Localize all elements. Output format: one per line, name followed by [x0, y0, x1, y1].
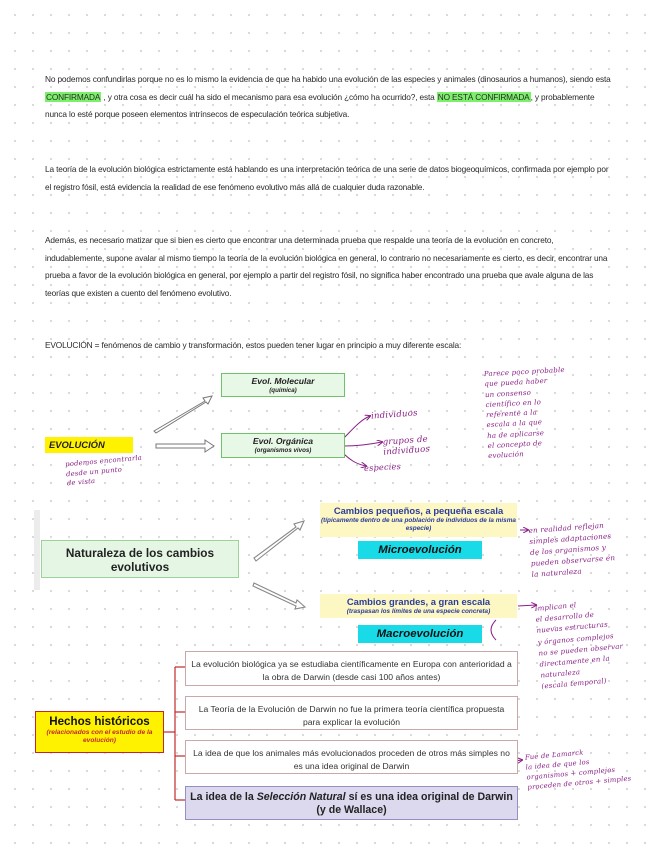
- p1-text-1: No podemos confundirlas porque no es lo mismo la evidencia de que ha habido una evolución de las especies y animales (dinosaurios a humanos), siendo esta: [45, 74, 611, 84]
- arrow-to-small-changes: [254, 521, 304, 561]
- p2-text: La teoría de la evolución biológica estrictamente está hablando es una interpretación teórica de una serie de datos biogeoquímicos, confirmada por ejemplo por el registro fósil, está evidencia la realidad de ese fenómeno evolutivo más allá de cualquier duda razonable.: [45, 164, 609, 192]
- evol-molecular-title: Evol. Molecular: [251, 376, 315, 386]
- highlight-confirmada: CONFIRMADA: [46, 91, 101, 102]
- small-changes-sub: (típicamente dentro de una población de individuos de la misma especie): [321, 517, 516, 532]
- note-individuos: individuos: [370, 408, 419, 422]
- fact-europa: [185, 651, 518, 686]
- evol-molecular-box: [221, 373, 345, 397]
- evol-organica-title: Evol. Orgánica: [252, 436, 314, 446]
- naturaleza-box: [41, 540, 239, 578]
- note-adaptaciones: en realidad reflejan simples adaptaciones de los organismos y pueden observarse en la naturaleza: [528, 520, 616, 579]
- microevolucion-box: [358, 541, 482, 559]
- fact-seleccion-b: Selección Natural: [256, 791, 346, 803]
- evol-organica-box: [221, 433, 345, 458]
- macroevolucion-label: Macroevolución: [376, 628, 464, 640]
- p1-text-3: , y probablemente nunca lo esté porque poseen elementos intrínsecos de especulación teórica subjetiva.: [45, 91, 595, 120]
- fact-no-primera: [185, 696, 518, 730]
- note-especies: especies: [363, 461, 402, 473]
- fact-seleccion-natural: [185, 786, 518, 820]
- evolucion-label: [45, 437, 133, 453]
- hechos-bracket: [164, 667, 186, 800]
- large-changes-title: Cambios grandes, a gran escala: [346, 596, 491, 607]
- note-consenso: Parece poco probable que pueda haber un consenso científico en lo referente a la escala a la que ha de aplicarse el concepto de evolución: [483, 365, 565, 461]
- small-changes-box: [320, 503, 517, 537]
- fact-europa-text: La evolución biológica ya se estudiaba científicamente en Europa con anterioridad a la obra de Darwin (desde casi 100 años antes): [191, 659, 512, 682]
- note-lamarck: Fue de Lamarck la idea de que los organismos + complejos proceden de otros + simples: [524, 748, 632, 792]
- evol-organica-sub: (organismos vivos): [254, 447, 312, 454]
- macroevolucion-box: [358, 625, 482, 643]
- fact-no-primera-text: La Teoría de la Evolución de Darwin no fue la primera teoría científica propuesta para explicar la evolución: [198, 704, 505, 727]
- note-punto-de-vista: podemos encontrarla desde un punto de vista: [64, 453, 143, 488]
- highlight-no-confirmada: NO ESTÁ CONFIRMADA: [437, 91, 530, 102]
- hechos-title: Hechos históricos: [49, 715, 150, 728]
- arrow-to-large-changes: [253, 583, 305, 609]
- microevolucion-label: Microevolución: [378, 544, 462, 556]
- hechos-box: [35, 711, 164, 753]
- p4-text: EVOLUCIÓN = fenómenos de cambio y transformación, estos pueden tener lugar en principio a muy diferente escala:: [45, 340, 462, 350]
- fact-no-original-text: La idea de que los animales más evolucionados proceden de otros más simples no es una idea original de Darwin: [193, 748, 510, 771]
- fact-seleccion-c: sí es una idea original de Darwin (y de Wallace): [316, 791, 513, 816]
- large-changes-sub: (traspasan los límites de una especie concreta): [346, 608, 491, 615]
- left-edge-strip: [34, 510, 40, 590]
- small-changes-title: Cambios pequeños, a pequeña escala: [333, 505, 504, 516]
- hechos-sub: (relacionados con el estudio de la evolución): [46, 729, 153, 744]
- naturaleza-label: Naturaleza de los cambios evolutivos: [65, 546, 215, 574]
- note-estructuras: Implican el el desarrollo de nuevas estructuras y órganos complejos no se pueden observar directamente en la naturaleza (escala temporal): [534, 601, 624, 691]
- arrow-to-molecular: [154, 396, 212, 433]
- p3-text: Además, es necesario matizar que si bien es cierto que encontrar una determinada prueba que respalde una teoría de la evolución en concreto, indudablemente, supone avalar al mismo tiempo la teoría de la evolución biológica en general, lo contrario no necesariamente es cierto, es decir, encontrar una prueba a favor de la evolución biológica en general, por ejemplo a partir del registro fósil, no significa haber encontrado una prueba que avale alguna de las teorías que existen a cuento del fenómeno evolutivo.: [45, 235, 608, 298]
- p1-text-2: , y otra cosa es decir cuál ha sido el mecanismo para esa evolución ¿cómo ha ocurrido?, esta: [101, 91, 437, 102]
- large-changes-box: [320, 594, 517, 618]
- note-grupos: grupos de individuos: [382, 434, 431, 458]
- fact-no-original: [185, 740, 518, 774]
- fact-seleccion-a: La idea de la: [190, 791, 257, 803]
- arrow-to-organica: [156, 440, 214, 452]
- evolucion-label-text: EVOLUCIÓN: [49, 439, 105, 450]
- evol-molecular-sub: (química): [269, 387, 297, 394]
